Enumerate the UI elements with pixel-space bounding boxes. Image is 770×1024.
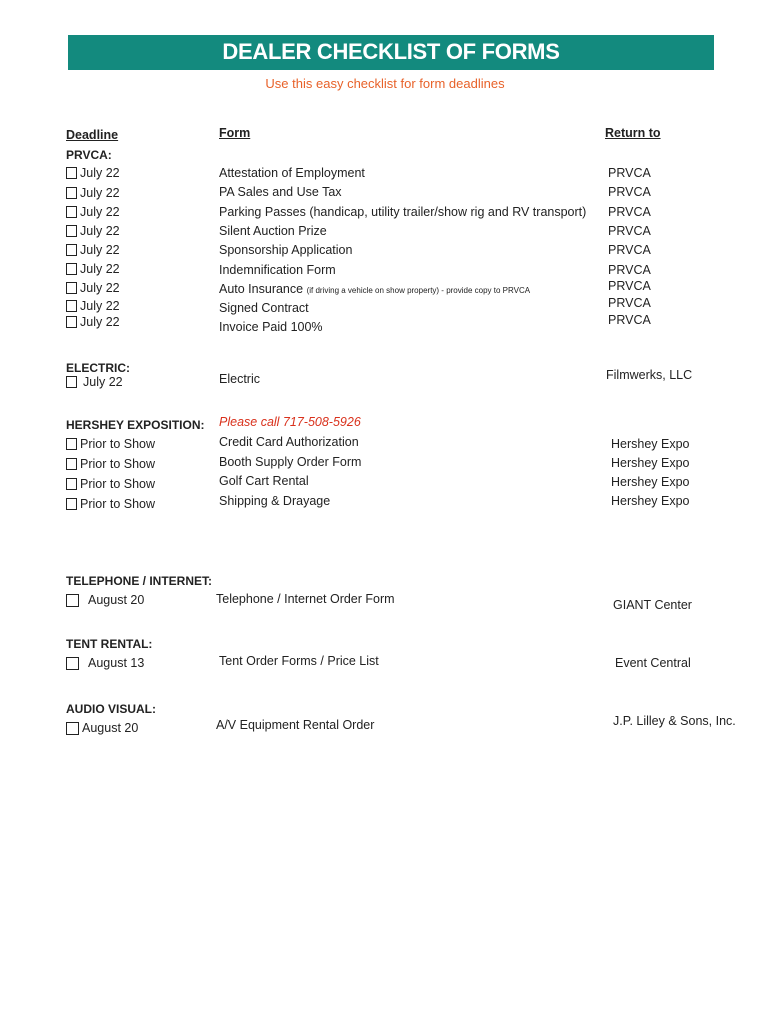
tent-form: Tent Order Forms / Price List bbox=[219, 654, 379, 668]
electric-deadline[interactable]: July 22 bbox=[66, 375, 123, 389]
prvca-return-8: PRVCA bbox=[608, 296, 651, 310]
prvca-form-7: Auto Insurance (if driving a vehicle on show property) - provide copy to PRVCA bbox=[219, 282, 531, 296]
telephone-return: GIANT Center bbox=[613, 598, 692, 612]
tent-return: Event Central bbox=[615, 656, 691, 670]
checkbox[interactable] bbox=[66, 722, 79, 735]
prvca-form-8: Signed Contract bbox=[219, 301, 309, 315]
prvca-return-6: PRVCA bbox=[608, 263, 651, 277]
prvca-form-5: Sponsorship Application bbox=[219, 243, 353, 257]
prvca-return-9: PRVCA bbox=[608, 313, 651, 327]
hershey-form-2: Booth Supply Order Form bbox=[219, 455, 362, 469]
prvca-return-4: PRVCA bbox=[608, 224, 651, 238]
prvca-form-9: Invoice Paid 100% bbox=[219, 320, 323, 334]
return-to-header: Return to bbox=[605, 126, 661, 140]
prvca-deadline-5[interactable]: July 22 bbox=[66, 243, 120, 257]
checkbox[interactable] bbox=[66, 167, 77, 179]
prvca-form-1: Attestation of Employment bbox=[219, 166, 365, 180]
checkbox[interactable] bbox=[66, 225, 77, 237]
auto-insurance-note: (if driving a vehicle on show property) - provide copy to PRVCA bbox=[306, 286, 531, 295]
telephone-heading: TELEPHONE / INTERNET: bbox=[66, 574, 213, 588]
av-return: J.P. Lilley & Sons, Inc. bbox=[613, 714, 736, 728]
prvca-deadline-6[interactable]: July 22 bbox=[66, 262, 120, 276]
av-deadline[interactable]: August 20 bbox=[66, 721, 138, 735]
tent-deadline[interactable]: August 13 bbox=[66, 656, 144, 670]
hershey-deadline-1[interactable]: Prior to Show bbox=[66, 437, 155, 451]
hershey-form-3: Golf Cart Rental bbox=[219, 474, 309, 488]
checkbox[interactable] bbox=[66, 187, 77, 199]
hershey-return-2: Hershey Expo bbox=[611, 456, 690, 470]
tent-heading: TENT RENTAL: bbox=[66, 637, 153, 651]
electric-return: Filmwerks, LLC bbox=[606, 368, 693, 382]
title-banner bbox=[68, 35, 714, 70]
prvca-deadline-3[interactable]: July 22 bbox=[66, 205, 120, 219]
av-heading: AUDIO VISUAL: bbox=[66, 702, 156, 716]
prvca-return-1: PRVCA bbox=[608, 166, 651, 180]
checkbox[interactable] bbox=[66, 458, 77, 470]
prvca-return-7: PRVCA bbox=[608, 279, 651, 293]
checkbox[interactable] bbox=[66, 376, 77, 388]
hershey-deadline-2[interactable]: Prior to Show bbox=[66, 457, 155, 471]
prvca-return-3: PRVCA bbox=[608, 205, 651, 219]
hershey-form-4: Shipping & Drayage bbox=[219, 494, 331, 508]
prvca-return-5: PRVCA bbox=[608, 243, 651, 257]
checkbox[interactable] bbox=[66, 263, 77, 275]
deadline-header: Deadline bbox=[66, 128, 119, 142]
prvca-deadline-9[interactable]: July 22 bbox=[66, 315, 120, 329]
page-title: DEALER CHECKLIST OF FORMS bbox=[222, 39, 560, 64]
prvca-deadline-8[interactable]: July 22 bbox=[66, 299, 120, 313]
prvca-heading: PRVCA: bbox=[66, 148, 112, 162]
page-subtitle: Use this easy checklist for form deadlines bbox=[265, 76, 505, 91]
hershey-heading: HERSHEY EXPOSITION: bbox=[66, 418, 205, 432]
hershey-phone-note: Please call 717-508-5926 bbox=[219, 415, 361, 429]
checkbox[interactable] bbox=[66, 206, 77, 218]
telephone-form: Telephone / Internet Order Form bbox=[216, 592, 395, 606]
checkbox[interactable] bbox=[66, 594, 79, 607]
hershey-form-1: Credit Card Authorization bbox=[219, 435, 359, 449]
hershey-return-1: Hershey Expo bbox=[611, 437, 690, 451]
checkbox[interactable] bbox=[66, 498, 77, 510]
electric-form: Electric bbox=[219, 372, 260, 386]
hershey-deadline-4[interactable]: Prior to Show bbox=[66, 497, 155, 511]
checkbox[interactable] bbox=[66, 244, 77, 256]
prvca-deadline-1[interactable]: July 22 bbox=[66, 166, 120, 180]
av-form: A/V Equipment Rental Order bbox=[216, 718, 375, 732]
checkbox[interactable] bbox=[66, 478, 77, 490]
prvca-deadline-2[interactable]: July 22 bbox=[66, 186, 120, 200]
checkbox[interactable] bbox=[66, 438, 77, 450]
checkbox[interactable] bbox=[66, 657, 79, 670]
prvca-form-3: Parking Passes (handicap, utility trailer/show rig and RV transport) bbox=[219, 205, 587, 219]
form-header: Form bbox=[219, 126, 251, 140]
prvca-form-4: Silent Auction Prize bbox=[219, 224, 327, 238]
prvca-form-6: Indemnification Form bbox=[219, 263, 336, 277]
prvca-form-2: PA Sales and Use Tax bbox=[219, 185, 342, 199]
telephone-deadline[interactable]: August 20 bbox=[66, 593, 144, 607]
checkbox[interactable] bbox=[66, 300, 77, 312]
hershey-return-4: Hershey Expo bbox=[611, 494, 690, 508]
prvca-deadline-7[interactable]: July 22 bbox=[66, 281, 120, 295]
checkbox[interactable] bbox=[66, 316, 77, 328]
hershey-deadline-3[interactable]: Prior to Show bbox=[66, 477, 155, 491]
prvca-deadline-4[interactable]: July 22 bbox=[66, 224, 120, 238]
checkbox[interactable] bbox=[66, 282, 77, 294]
electric-heading: ELECTRIC: bbox=[66, 361, 130, 375]
prvca-return-2: PRVCA bbox=[608, 185, 651, 199]
hershey-return-3: Hershey Expo bbox=[611, 475, 690, 489]
